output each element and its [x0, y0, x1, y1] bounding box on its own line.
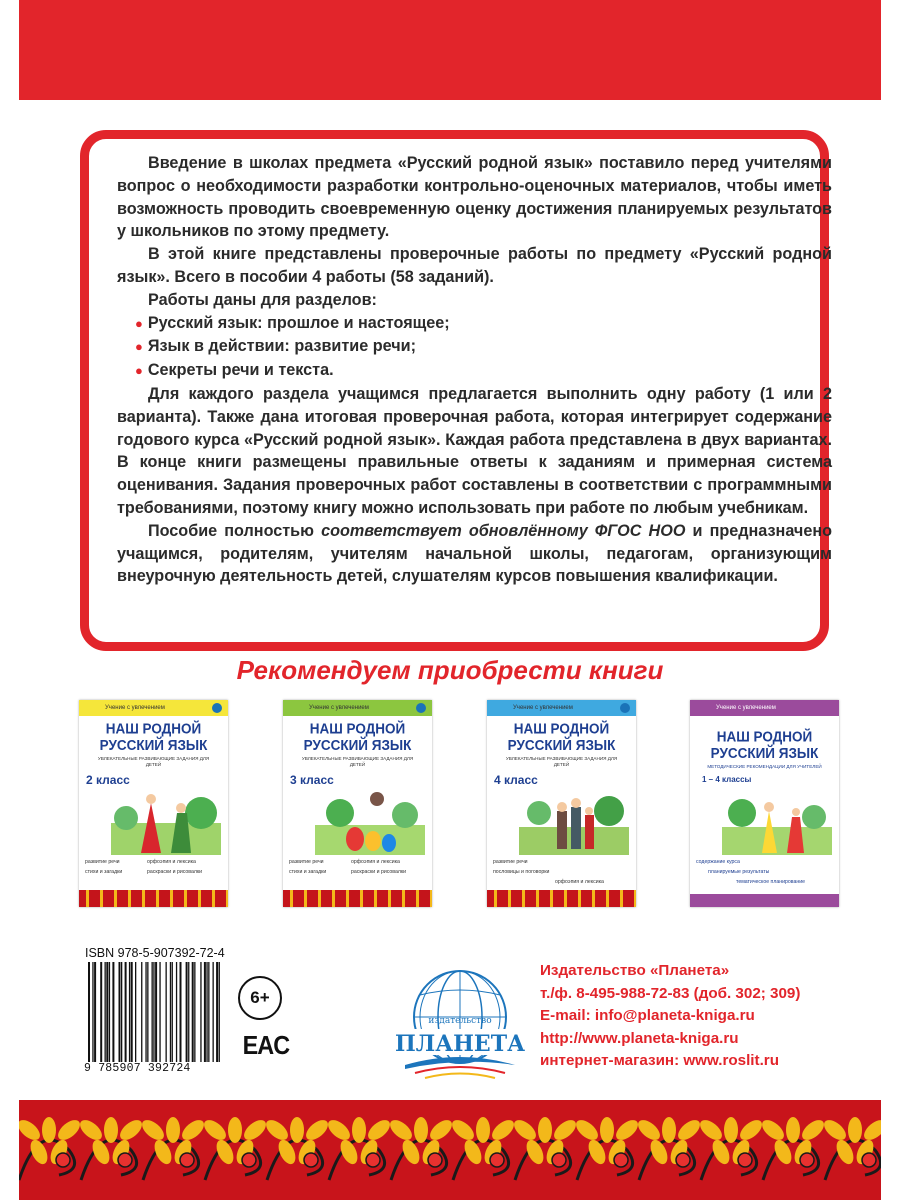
book-cover-teacher-guide[interactable]: [690, 700, 839, 907]
bullet-icon: ●: [135, 315, 143, 331]
svg-text:издательство: издательство: [428, 1016, 492, 1026]
book-title: НАШ РОДНОЙ РУССКИЙ ЯЗЫК: [507, 720, 616, 754]
khokhloma-ornament: [19, 1100, 881, 1200]
top-red-band: [19, 0, 881, 100]
book-topics: развитие речи стихи и загадки орфоэпия и лексика раскраски и рисовалки: [289, 859, 407, 875]
book-subtitle: УВЛЕКАТЕЛЬНЫЕ РАЗВИВАЮЩИЕ ЗАДАНИЯ ДЛЯ ДЕТЕЙ: [97, 756, 210, 767]
section-list-item: ● Секреты речи и текста.: [135, 361, 334, 380]
book-title: НАШ РОДНОЙ РУССКИЙ ЯЗЫК: [303, 720, 412, 754]
description-paragraph-1: Введение в школах предмета «Русский родной язык» поставило перед учителями вопрос о необходимости разработки контрольно-оценочных материалов, чтобы иметь возможность проводить своевременную оценку достижения планируемых результатов у школьников по этому предмету.: [117, 154, 832, 241]
eac-mark: EAC: [242, 1030, 290, 1060]
book-grade: 2 класс: [86, 773, 130, 787]
series-strip: Учение с увлечением: [487, 700, 636, 716]
description-paragraph-3: Работы даны для разделов:: [148, 290, 377, 309]
fgos-emphasis: соответствует обновлённому ФГОС НОО: [321, 521, 686, 540]
book-cover-grade-2[interactable]: [79, 700, 228, 907]
cover-illustration: [315, 783, 425, 855]
recommend-heading: Рекомендуем приобрести книги: [236, 655, 664, 685]
svg-text:ПЛАНЕТА: ПЛАНЕТА: [395, 1031, 525, 1057]
bullet-icon: ●: [135, 339, 143, 355]
book-cover-grade-4[interactable]: [487, 700, 636, 907]
book-topics: развитие речи пословицы и поговорки орфоэпия и лексика: [493, 859, 604, 885]
barcode-digits: 9 785907 392724: [84, 1062, 191, 1075]
book-subtitle: МЕТОДИЧЕСКИЕ РЕКОМЕНДАЦИИ ДЛЯ УЧИТЕЛЕЙ: [707, 764, 822, 769]
section-list-item: ● Русский язык: прошлое и настоящее;: [135, 313, 450, 332]
publisher-website[interactable]: http://www.planeta-kniga.ru: [540, 1029, 739, 1047]
publisher-phone: т./ф. 8-495-988-72-83 (доб. 302; 309): [540, 984, 801, 1002]
description-paragraph-4: Для каждого раздела учащимся предлагается выполнить одну работу (1 или 2 варианта). Также дана итоговая проверочная работа, которая интегрирует содержание годового курса «Русский родной язык». Каждая работа представлена в двух вариантах. В конце книги размещены правильные ответы к заданиям и примерная система оценивания. Задания проверочных работ составлены в соответствии с программными требованиями, поэтому книгу можно использовать при работе по любым учебникам.: [117, 384, 832, 517]
section-list-item: ● Язык в действии: развитие речи;: [135, 337, 416, 356]
description-text: [117, 152, 832, 588]
publisher-email[interactable]: E-mail: info@planeta-kniga.ru: [540, 1007, 755, 1024]
age-rating-badge: 6+: [238, 976, 282, 1020]
book-topics: развитие речи стихи и загадки орфоэпия и лексика раскраски и рисовалки: [85, 859, 203, 875]
book-title: НАШ РОДНОЙ РУССКИЙ ЯЗЫК: [710, 728, 819, 762]
cover-bottom-bar: [690, 894, 839, 907]
publisher-badge-icon: [620, 703, 630, 713]
publisher-name: Издательство «Планета»: [540, 962, 730, 979]
book-subtitle: УВЛЕКАТЕЛЬНЫЕ РАЗВИВАЮЩИЕ ЗАДАНИЯ ДЛЯ ДЕТЕЙ: [301, 756, 414, 767]
ornament-border: [283, 890, 432, 907]
book-grade: 3 класс: [290, 773, 334, 787]
publisher-badge-icon: [416, 703, 426, 713]
cover-illustration: [519, 783, 629, 855]
description-paragraph-2: В этой книге представлены проверочные работы по предмету «Русский родной язык». Всего в пособии 4 работы (58 заданий).: [117, 245, 832, 286]
series-strip: Учение с увлечением: [283, 700, 432, 716]
publisher-badge-icon: [212, 703, 222, 713]
book-title: НАШ РОДНОЙ РУССКИЙ ЯЗЫК: [99, 720, 208, 754]
bullet-icon: ●: [135, 363, 143, 379]
series-strip: Учение с увлечением: [690, 700, 839, 716]
book-topics: содержание курса планируемые результаты тематическое планирование: [696, 859, 806, 885]
cover-illustration: [111, 783, 221, 855]
publisher-globe-logo: [385, 965, 535, 1083]
book-grade: 1 – 4 классы: [702, 775, 752, 784]
book-cover-grade-3[interactable]: [283, 700, 432, 907]
ornament-border: [79, 890, 228, 907]
book-subtitle: УВЛЕКАТЕЛЬНЫЕ РАЗВИВАЮЩИЕ ЗАДАНИЯ ДЛЯ ДЕТЕЙ: [505, 756, 618, 767]
publisher-shop[interactable]: интернет-магазин: www.roslit.ru: [540, 1052, 779, 1069]
series-strip: Учение с увлечением: [79, 700, 228, 716]
cover-illustration: [722, 783, 832, 855]
book-grade: 4 класс: [494, 773, 538, 787]
barcode: [84, 962, 224, 1062]
publisher-contacts: [540, 960, 800, 1073]
isbn-label: ISBN 978-5-907392-72-4: [85, 946, 225, 960]
description-final-paragraph: Пособие полностью соответствует обновлённому ФГОС НОО и предназначено учащимся, родителям, учителям начальной школы, педагогам, организующим внеурочную деятельность детей, слушателям курсов повышения квалификации.: [117, 521, 832, 586]
ornament-border: [487, 890, 636, 907]
